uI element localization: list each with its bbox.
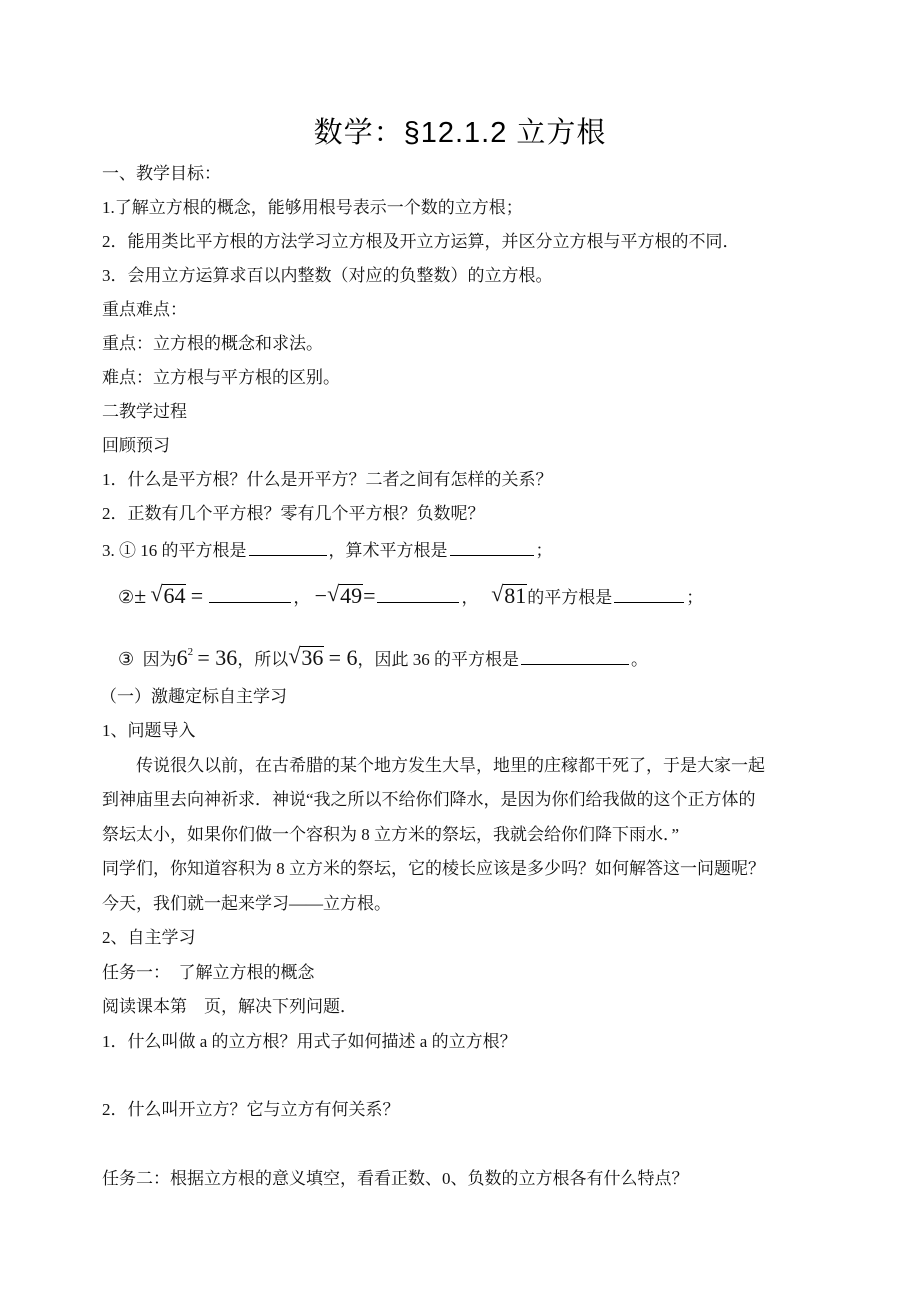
review-question-3-part-1 [102,537,553,563]
review-heading: 回顾预习 [102,436,170,455]
circled-number-3: ③ [118,649,135,669]
review-question-3-part-2 [118,581,704,610]
q3-part1-mid: ，算术平方根是 [328,541,448,560]
self-study-heading: 2、自主学习 [102,928,196,947]
answer-blank-sqrt81-roots[interactable] [614,584,684,603]
story-line-1: 传说很久以前，在古希腊的某个地方发生大旱，地里的庄稼都干死了，于是大家一起 [136,756,765,775]
key-points-heading: 重点难点： [102,300,187,319]
comma: ， [461,588,479,607]
process-heading: 二教学过程 [102,402,187,421]
task-2-heading: 任务二：根据立方根的意义填空，看看正数、0、负数的立方根各有什么特点？ [102,1169,689,1188]
answer-blank-pm-sqrt64[interactable] [209,584,291,603]
problem-intro-heading: 1、问题导入 [102,721,196,740]
sqrt-81: √ 81 [491,581,527,608]
q3-part1-end: ； [535,541,553,560]
page-title: 数学：§12.1.2 立方根 [313,117,607,149]
comma: ， [293,588,311,607]
sqrt-49: √ 49 [327,581,363,608]
answer-blank-neg-sqrt49[interactable] [377,584,459,603]
q3-part2-text: 的平方根是 [527,588,613,607]
objective-item-2: 2．能用类比平方根的方法学习立方根及开立方运算，并区分立方根与平方根的不同． [102,232,740,251]
answer-blank-arith-sqrt16[interactable] [450,537,534,556]
key-point: 重点：立方根的概念和求法。 [102,334,323,353]
q3-part3-text: ，因此 36 的平方根是 [357,650,519,669]
story-line-3: 祭坛太小，如果你们做一个容积为 8 立方米的祭坛，我就会给你们降下雨水．” [102,825,680,844]
circled-number-2: ② [118,587,135,607]
base-6: 6 [176,645,188,670]
minus-sign: − [314,583,328,608]
q3-part2-end: ； [686,588,704,607]
reading-instruction: 阅读课本第 页，解决下列问题． [102,997,357,1016]
story-line-5: 今天，我们就一起来学习——立方根。 [102,894,391,913]
answer-blank-sqrt36-roots[interactable] [521,646,629,665]
so-text: ，所以 [237,650,289,669]
task-1-question-1: 1．什么叫做 a 的立方根？用式子如何描述 a 的立方根？ [102,1032,517,1051]
section-1-heading: （一）激趣定标自主学习 [100,687,287,706]
task-1-question-2: 2．什么叫开立方？它与立方有何关系？ [102,1100,400,1119]
exponent-2: 2 [187,646,194,658]
sqrt-64: √ 64 [150,581,186,608]
answer-blank-sqrt16[interactable] [249,537,327,556]
task-1-heading: 任务一： 了解立方根的概念 [102,963,315,982]
review-question-2: 2．正数有几个平方根？零有几个平方根？负数呢？ [102,504,485,523]
objective-item-1: 1.了解立方根的概念，能够用根号表示一个数的立方根； [102,198,523,217]
plus-minus-sign: ± [134,583,147,608]
because-text: 因为 [142,650,177,669]
objectives-heading: 一、教学目标： [102,164,221,183]
story-line-4: 同学们，你知道容积为 8 立方米的祭坛，它的棱长应该是多少吗？如何解答这一问题呢？ [102,859,765,878]
q3-part3-end: 。 [630,650,648,669]
equals-6: = 6 [328,645,358,670]
equals-sign: = [363,583,376,608]
objective-item-3: 3．会用立方运算求百以内整数（对应的负整数）的立方根。 [102,266,553,285]
review-question-3-part-3 [118,640,648,672]
difficulty-point: 难点：立方根与平方根的区别。 [102,368,340,387]
review-question-1: 1．什么是平方根？什么是开平方？二者之间有怎样的关系？ [102,470,553,489]
sqrt-36: √ 36 [288,643,324,670]
equals-36: = 36 [197,645,238,670]
equals-sign: = [190,583,204,608]
q3-part1-prefix: 3. ① 16 的平方根是 [102,541,247,560]
story-line-2: 到神庙里去向神祈求．神说“我之所以不给你们降水，是因为你们给我做的这个正方体的 [102,790,756,809]
